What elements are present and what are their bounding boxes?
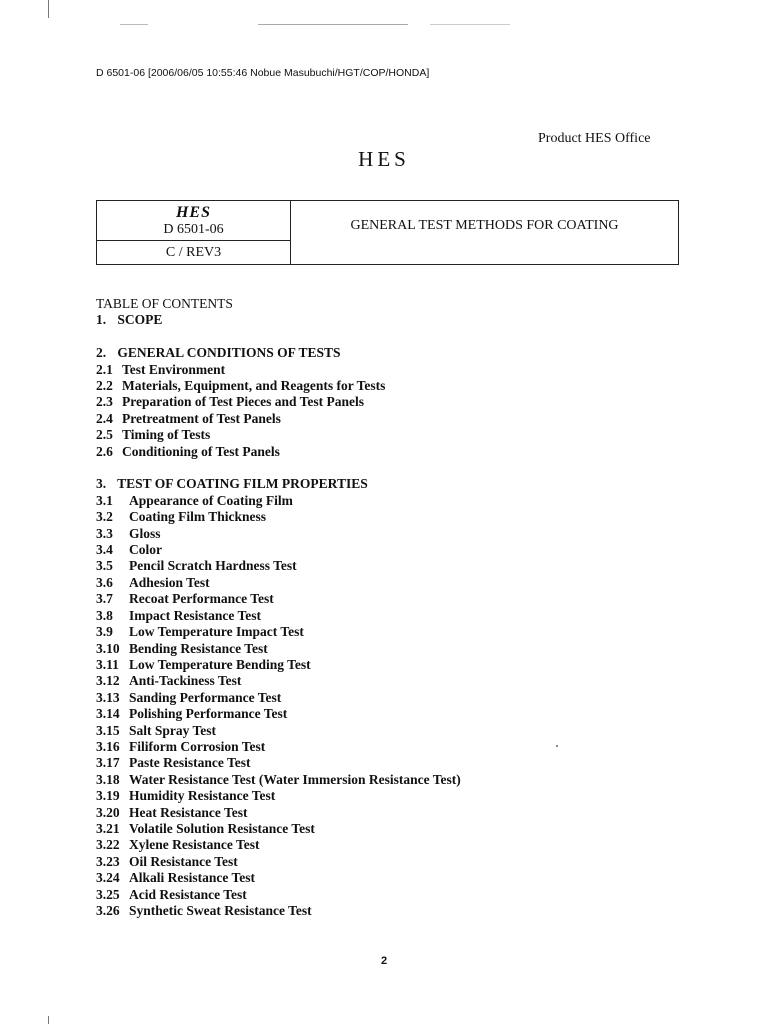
toc-item (96, 805, 696, 821)
toc-number: 3.16 (96, 738, 120, 754)
title-block-revision: C / REV3 (165, 244, 222, 260)
toc-section-3 (96, 476, 696, 492)
toc-item (96, 837, 696, 853)
toc-label: Gloss (129, 525, 161, 541)
toc-item (96, 608, 696, 624)
scan-speck (556, 745, 558, 747)
toc-item (96, 427, 696, 443)
toc-number: 3.14 (96, 706, 120, 722)
toc-label: Appearance of Coating Film (129, 492, 293, 508)
toc-label: Water Resistance Test (Water Immersion Resistance Test) (129, 771, 461, 787)
scan-mark (48, 0, 49, 18)
toc-item (96, 723, 696, 739)
toc-number: 2. (96, 345, 107, 361)
title-block-subject: GENERAL TEST METHODS FOR COATING (350, 218, 619, 233)
toc-item (96, 362, 696, 378)
toc-number: 3.13 (96, 689, 120, 705)
toc-label: Alkali Resistance Test (129, 870, 256, 886)
toc-section-3-items (96, 493, 696, 920)
toc-section-2 (96, 345, 696, 361)
toc-item (96, 591, 696, 607)
toc-number: 3.19 (96, 788, 120, 804)
toc-label: Adhesion Test (129, 574, 210, 590)
toc-item (96, 493, 696, 509)
toc-section-2-items (96, 362, 696, 460)
toc-label: Recoat Performance Test (129, 591, 274, 607)
toc-label: Test Environment (122, 361, 226, 377)
toc-number: 3.20 (96, 804, 120, 820)
toc-label: Coating Film Thickness (129, 509, 267, 525)
toc-label: Impact Resistance Test (129, 607, 261, 623)
toc-number: 3.23 (96, 853, 120, 869)
toc-item (96, 575, 696, 591)
toc-label: Salt Spray Test (129, 722, 217, 738)
office-label: Product HES Office (538, 131, 651, 146)
title-block-hes: HES (175, 203, 211, 221)
page-number: 2 (380, 955, 388, 967)
toc-label: Color (129, 542, 162, 558)
table-of-contents (96, 296, 696, 919)
toc-number: 3.26 (96, 903, 120, 918)
toc-label: Timing of Tests (122, 427, 211, 443)
toc-number: 3.4 (96, 542, 113, 558)
toc-number: 3.1 (96, 492, 113, 508)
toc-number: 3.9 (96, 624, 113, 640)
toc-label: Bending Resistance Test (129, 640, 268, 656)
toc-item (96, 624, 696, 640)
toc-label: Conditioning of Test Panels (122, 443, 280, 459)
toc-label: Xylene Resistance Test (129, 837, 260, 853)
toc-label: Preparation of Test Pieces and Test Panels (122, 394, 365, 410)
title-block-left (97, 201, 291, 264)
toc-number: 2.6 (96, 443, 113, 459)
toc-item (96, 509, 696, 525)
scan-mark (258, 24, 408, 25)
toc-label: SCOPE (117, 312, 163, 328)
toc-number: 3.7 (96, 591, 113, 607)
toc-item (96, 903, 696, 919)
toc-number: 3.25 (96, 886, 120, 902)
title-block-table (96, 200, 679, 265)
toc-heading: TABLE OF CONTENTS (96, 296, 233, 311)
toc-item (96, 772, 696, 788)
scan-mark (48, 1016, 49, 1024)
toc-number: 3.24 (96, 870, 120, 886)
toc-label: Volatile Solution Resistance Test (129, 820, 315, 836)
toc-item (96, 887, 696, 903)
scan-mark (120, 24, 148, 25)
toc-label: GENERAL CONDITIONS OF TESTS (117, 345, 341, 361)
title-block-id-cell (97, 201, 290, 241)
toc-item (96, 788, 696, 804)
toc-number: 3.12 (96, 673, 120, 689)
toc-item (96, 755, 696, 771)
toc-number: 3. (96, 476, 107, 492)
toc-item (96, 558, 696, 574)
toc-item (96, 739, 696, 755)
toc-number: 2.5 (96, 427, 113, 443)
toc-number: 3.10 (96, 640, 120, 656)
toc-label: Sanding Performance Test (129, 689, 282, 705)
toc-label: Synthetic Sweat Resistance Test (129, 903, 312, 918)
toc-number: 3.22 (96, 837, 120, 853)
title-block-code: D 6501-06 (163, 221, 224, 237)
toc-item (96, 690, 696, 706)
toc-item (96, 378, 696, 394)
toc-number: 3.21 (96, 820, 120, 836)
toc-number: 1. (96, 312, 107, 328)
toc-item (96, 444, 696, 460)
toc-item (96, 394, 696, 410)
page-title: HES (358, 147, 410, 171)
toc-item (96, 673, 696, 689)
toc-item (96, 542, 696, 558)
toc-label: Filiform Corrosion Test (129, 738, 266, 754)
toc-label: Low Temperature Bending Test (129, 656, 311, 672)
toc-number: 2.4 (96, 410, 113, 426)
toc-number: 3.11 (96, 656, 119, 672)
toc-item (96, 870, 696, 886)
toc-label: Pretreatment of Test Panels (122, 410, 281, 426)
toc-number: 3.3 (96, 525, 113, 541)
scan-mark (430, 24, 510, 25)
toc-label: Anti-Tackiness Test (129, 673, 242, 689)
toc-item (96, 657, 696, 673)
toc-item (96, 411, 696, 427)
toc-number: 3.6 (96, 574, 113, 590)
toc-label: TEST OF COATING FILM PROPERTIES (117, 476, 368, 492)
toc-label: Polishing Performance Test (129, 706, 288, 722)
toc-number: 2.2 (96, 378, 113, 394)
toc-label: Paste Resistance Test (129, 755, 251, 771)
toc-item (96, 854, 696, 870)
toc-item (96, 706, 696, 722)
toc-number: 3.18 (96, 771, 120, 787)
document-header-line: D 6501-06 [2006/06/05 10:55:46 Nobue Masubuchi/HGT/COP/HONDA] (96, 67, 430, 79)
toc-label: Pencil Scratch Hardness Test (129, 558, 297, 574)
toc-item (96, 641, 696, 657)
toc-label: Low Temperature Impact Test (129, 624, 304, 640)
toc-section-1 (96, 312, 696, 328)
toc-number: 3.8 (96, 607, 113, 623)
toc-number: 3.15 (96, 722, 120, 738)
toc-item (96, 526, 696, 542)
toc-label: Acid Resistance Test (129, 886, 247, 902)
toc-number: 2.1 (96, 361, 113, 377)
toc-number: 2.3 (96, 394, 113, 410)
toc-number: 3.17 (96, 755, 120, 771)
toc-label: Heat Resistance Test (129, 804, 248, 820)
toc-number: 3.5 (96, 558, 113, 574)
toc-label: Humidity Resistance Test (129, 788, 276, 804)
toc-label: Oil Resistance Test (129, 853, 238, 869)
toc-number: 3.2 (96, 509, 113, 525)
toc-item (96, 821, 696, 837)
toc-label: Materials, Equipment, and Reagents for Tests (122, 378, 386, 394)
